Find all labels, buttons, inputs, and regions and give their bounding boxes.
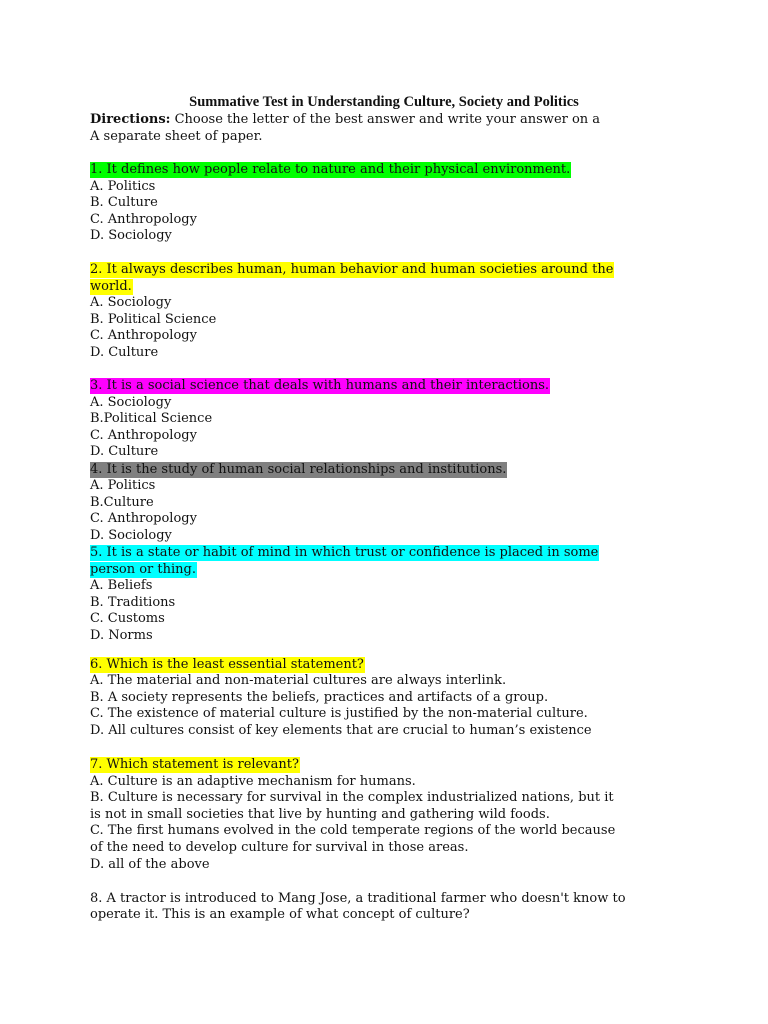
- option: D. all of the above: [90, 856, 210, 872]
- question-1-line: [90, 162, 571, 179]
- option: B. Political Science: [90, 311, 217, 327]
- question-1-text: 1. It defines how people relate to nature and their physical environment.: [90, 162, 571, 177]
- option: B. Culture is necessary for survival in the complex industrialized nations, but it: [90, 790, 614, 806]
- option: is not in small societies that live by hunting and gathering wild foods.: [90, 806, 550, 822]
- question-6-text: 6. Which is the least essential statement?: [90, 656, 364, 672]
- option: C. The first humans evolved in the cold temperate regions of the world because: [90, 823, 616, 839]
- option: D. Culture: [90, 345, 159, 360]
- option: C. The existence of material culture is justified by the non-material culture.: [90, 706, 588, 722]
- option: B.Political Science: [90, 411, 213, 427]
- option: D. Culture: [90, 444, 159, 460]
- question-5-text: 5. It is a state or habit of mind in which trust or confidence is placed in some: [90, 545, 599, 560]
- question-5-text-2: person or thing.: [90, 561, 196, 577]
- directions-label: Directions:: [90, 112, 171, 127]
- question-8-line: 8. A tractor is introduced to Mang Jose, a traditional farmer who doesn't know to: [90, 890, 626, 906]
- question-3-text: 3. It is a social science that deals with humans and their interactions.: [90, 378, 550, 393]
- option: B. Culture: [90, 195, 158, 211]
- question-5-line-2: [90, 562, 197, 579]
- option: D. Sociology: [90, 527, 172, 543]
- question-4-text: 4. It is the study of human social relationships and institutions.: [90, 461, 507, 477]
- question-7-text: 7. Which statement is relevant?: [90, 757, 299, 772]
- option: D. Sociology: [90, 228, 172, 244]
- test-title: Summative Test in Understanding Culture, Society and Politics: [189, 94, 579, 110]
- option: C. Anthropology: [90, 328, 197, 344]
- question-2-text-2: world.: [90, 278, 132, 294]
- option: C. Customs: [90, 611, 165, 627]
- option: D. All cultures consist of key elements that are crucial to human’s existence: [90, 722, 592, 738]
- question-3-line: [90, 378, 550, 395]
- question-7-line: [90, 757, 300, 774]
- question-8-line-2: operate it. This is an example of what concept of culture?: [90, 907, 470, 923]
- option: B. A society represents the beliefs, practices and artifacts of a group.: [90, 689, 549, 705]
- directions-line: [90, 112, 600, 129]
- option: A. The material and non-material cultures are always interlink.: [90, 673, 507, 689]
- option: A. Politics: [90, 478, 156, 494]
- option: C. Anthropology: [90, 511, 197, 527]
- option: B. Traditions: [90, 594, 176, 610]
- question-2-line-2: [90, 279, 133, 296]
- directions-line-2: A separate sheet of paper.: [90, 129, 263, 144]
- option: A. Beliefs: [90, 578, 153, 594]
- directions-text: Choose the letter of the best answer and write your answer on a: [170, 112, 601, 127]
- option: B.Culture: [90, 494, 154, 510]
- option: of the need to develop culture for survival in those areas.: [90, 840, 469, 855]
- question-6-line: [90, 657, 365, 674]
- question-2-text: 2. It always describes human, human behavior and human societies around the: [90, 262, 614, 277]
- option: A. Sociology: [90, 394, 172, 410]
- option: D. Norms: [90, 628, 153, 643]
- option: A. Sociology: [90, 295, 172, 311]
- option: A. Politics: [90, 178, 156, 194]
- question-4-line: [90, 462, 507, 479]
- option: A. Culture is an adaptive mechanism for humans.: [90, 773, 416, 789]
- question-2-line: [90, 262, 614, 279]
- option: C. Anthropology: [90, 427, 197, 443]
- option: C. Anthropology: [90, 211, 197, 227]
- question-5-line: [90, 545, 599, 562]
